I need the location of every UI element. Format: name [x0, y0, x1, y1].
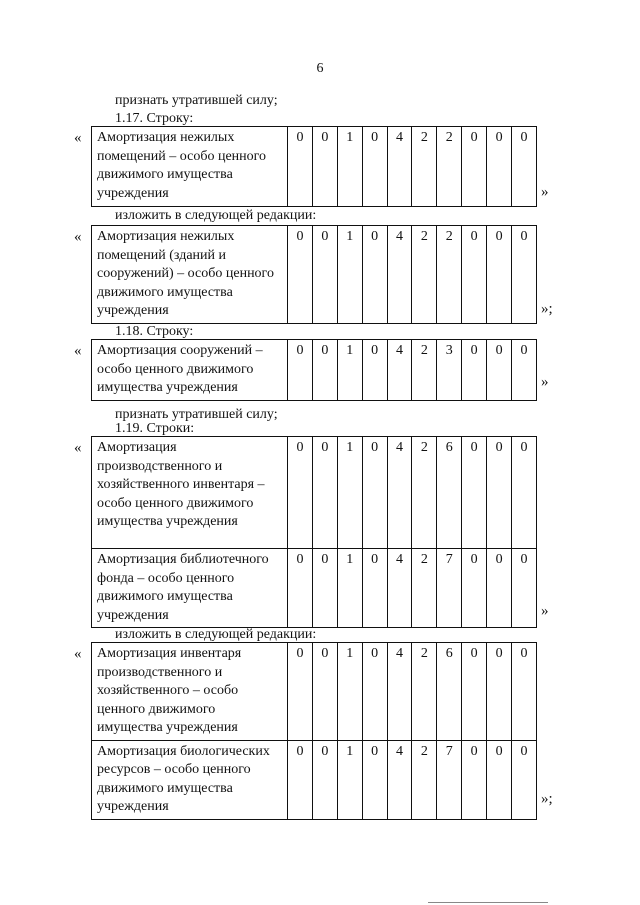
code-digit-cell: 4	[387, 740, 412, 819]
code-digit-cell: 0	[462, 127, 487, 207]
code-digit-cell: 0	[487, 226, 512, 324]
code-digit-cell: 0	[487, 127, 512, 207]
code-digit-cell: 0	[462, 549, 487, 628]
code-table	[91, 436, 537, 628]
account-name-cell: Амортизация производственного и хозяйственного инвентаря – особо ценного движимого имущества учреждения	[92, 437, 288, 549]
code-digit-cell: 0	[462, 740, 487, 819]
code-digit-cell: 4	[387, 437, 412, 549]
code-digit-cell: 0	[462, 226, 487, 324]
code-table	[91, 339, 537, 401]
code-digit-cell: 1	[337, 340, 362, 401]
code-digit-cell: 0	[288, 740, 313, 819]
code-digit-cell: 4	[387, 340, 412, 401]
code-digit-cell: 2	[412, 127, 437, 207]
code-digit-cell: 4	[387, 549, 412, 628]
instruction-line: 1.19. Строки:	[115, 421, 195, 436]
instruction-line: признать утратившей силу;	[115, 93, 278, 108]
table-row	[92, 226, 537, 324]
code-digit-cell: 4	[387, 643, 412, 741]
code-digit-cell: 2	[437, 127, 462, 207]
account-name-cell: Амортизация библиотечного фонда – особо ценного движимого имущества учреждения	[92, 549, 288, 628]
scan-edge-line	[428, 902, 548, 903]
code-digit-cell: 0	[288, 127, 313, 207]
close-quote: »;	[541, 791, 553, 807]
open-quote: «	[74, 229, 82, 245]
code-digit-cell: 1	[337, 127, 362, 207]
code-digit-cell: 1	[337, 226, 362, 324]
instruction-line: 1.17. Строку:	[115, 111, 194, 126]
code-digit-cell: 0	[487, 643, 512, 741]
open-quote: «	[74, 646, 82, 662]
code-digit-cell: 1	[337, 437, 362, 549]
code-digit-cell: 0	[462, 437, 487, 549]
code-digit-cell: 0	[487, 740, 512, 819]
code-digit-cell: 2	[412, 437, 437, 549]
code-digit-cell: 0	[288, 549, 313, 628]
code-digit-cell: 2	[437, 226, 462, 324]
table-row	[92, 340, 537, 401]
code-digit-cell: 0	[362, 643, 387, 741]
code-digit-cell: 0	[288, 643, 313, 741]
code-digit-cell: 2	[412, 226, 437, 324]
code-digit-cell: 2	[412, 740, 437, 819]
code-digit-cell: 0	[512, 643, 537, 741]
instruction-line: изложить в следующей редакции:	[115, 627, 317, 642]
code-digit-cell: 0	[288, 226, 313, 324]
code-digit-cell: 0	[312, 127, 337, 207]
open-quote: «	[74, 440, 82, 456]
code-table	[91, 126, 537, 207]
code-digit-cell: 2	[412, 643, 437, 741]
code-digit-cell: 0	[512, 740, 537, 819]
code-digit-cell: 0	[487, 437, 512, 549]
instruction-line: признать утратившей силу;	[115, 407, 278, 422]
account-name-cell: Амортизация нежилых помещений – особо ценного движимого имущества учреждения	[92, 127, 288, 207]
account-name-cell: Амортизация инвентаря производственного и хозяйственного – особо ценного движимого имущества учреждения	[92, 643, 288, 741]
code-digit-cell: 0	[312, 643, 337, 741]
close-quote: »	[541, 184, 549, 200]
instruction-line: 1.18. Строку:	[115, 324, 194, 339]
table-row	[92, 740, 537, 819]
code-digit-cell: 0	[362, 549, 387, 628]
code-digit-cell: 0	[487, 549, 512, 628]
page-number: 6	[316, 61, 324, 76]
code-digit-cell: 0	[512, 127, 537, 207]
code-digit-cell: 2	[412, 340, 437, 401]
account-name-cell: Амортизация биологических ресурсов – особо ценного движимого имущества учреждения	[92, 740, 288, 819]
account-name-cell: Амортизация сооружений – особо ценного движимого имущества учреждения	[92, 340, 288, 401]
code-digit-cell: 7	[437, 549, 462, 628]
table-row	[92, 549, 537, 628]
code-digit-cell: 0	[512, 549, 537, 628]
code-digit-cell: 0	[362, 740, 387, 819]
code-digit-cell: 0	[312, 549, 337, 628]
code-digit-cell: 0	[512, 226, 537, 324]
account-name-cell: Амортизация нежилых помещений (зданий и сооружений) – особо ценного движимого имущества учреждения	[92, 226, 288, 324]
open-quote: «	[74, 130, 82, 146]
instruction-line: изложить в следующей редакции:	[115, 208, 317, 223]
table-row	[92, 127, 537, 207]
code-digit-cell: 2	[412, 549, 437, 628]
code-digit-cell: 0	[512, 340, 537, 401]
open-quote: «	[74, 343, 82, 359]
code-digit-cell: 0	[312, 437, 337, 549]
code-digit-cell: 1	[337, 549, 362, 628]
code-table	[91, 225, 537, 324]
code-digit-cell: 0	[362, 127, 387, 207]
code-digit-cell: 7	[437, 740, 462, 819]
code-digit-cell: 4	[387, 226, 412, 324]
code-digit-cell: 6	[437, 643, 462, 741]
table-row	[92, 643, 537, 741]
close-quote: »	[541, 603, 549, 619]
code-digit-cell: 0	[362, 340, 387, 401]
code-digit-cell: 0	[362, 437, 387, 549]
code-digit-cell: 0	[512, 437, 537, 549]
code-table	[91, 642, 537, 820]
code-digit-cell: 0	[487, 340, 512, 401]
code-digit-cell: 4	[387, 127, 412, 207]
close-quote: »	[541, 374, 549, 390]
code-digit-cell: 0	[462, 340, 487, 401]
code-digit-cell: 1	[337, 740, 362, 819]
table-row	[92, 437, 537, 549]
code-digit-cell: 0	[312, 340, 337, 401]
code-digit-cell: 0	[462, 643, 487, 741]
close-quote: »;	[541, 301, 553, 317]
code-digit-cell: 3	[437, 340, 462, 401]
code-digit-cell: 1	[337, 643, 362, 741]
code-digit-cell: 0	[312, 740, 337, 819]
code-digit-cell: 0	[362, 226, 387, 324]
code-digit-cell: 0	[288, 340, 313, 401]
code-digit-cell: 0	[288, 437, 313, 549]
code-digit-cell: 6	[437, 437, 462, 549]
code-digit-cell: 0	[312, 226, 337, 324]
